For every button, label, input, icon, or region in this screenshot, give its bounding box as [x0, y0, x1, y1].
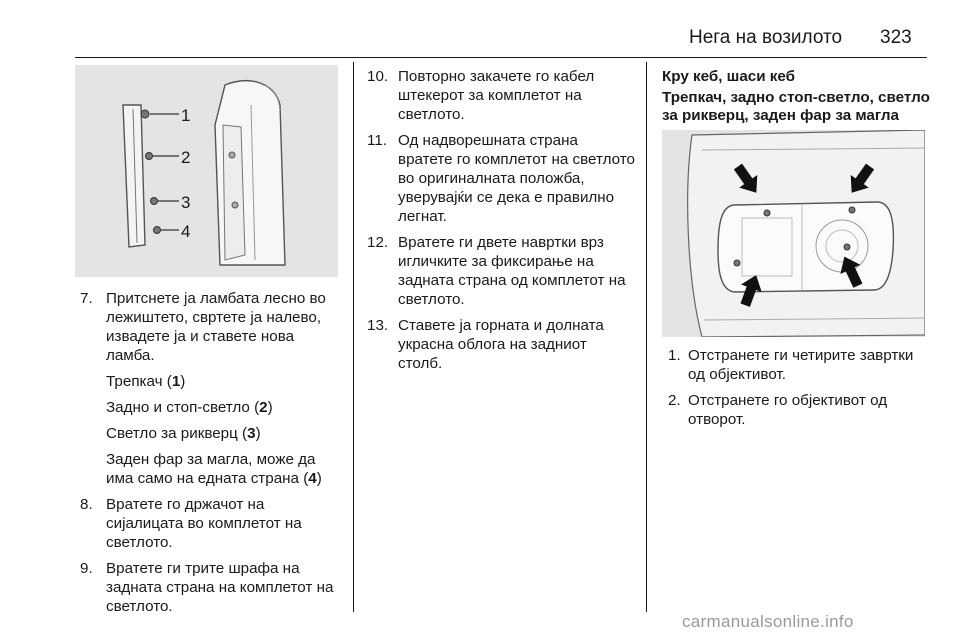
bulb-1-icon	[141, 110, 149, 118]
lens-screws-drawing	[662, 130, 925, 337]
step-text: Од надворешната страна вратете го комплетот на светлото во оригиналната положба, уверувајќи се дека е правилно легнат.	[398, 132, 635, 225]
figure-label-4: 4	[181, 222, 191, 241]
watermark: carmanualsonline.info	[682, 612, 854, 631]
step-text: Отстранете ги четирите завртки од објективот.	[688, 347, 914, 383]
list-item	[367, 67, 635, 124]
figure-label-3: 3	[181, 193, 191, 212]
step-text: Вратете го држачот на сијалицата во комплетот на светлото.	[106, 496, 302, 551]
sub-item-reverse: Светло за рикверц (3)	[106, 425, 261, 442]
list-item	[80, 495, 342, 552]
sub-item-fog: Заден фар за магла, може да има само на едната страна (4)	[106, 451, 322, 487]
list-item	[668, 391, 932, 429]
bulb-4-icon	[154, 227, 161, 234]
step-number: 11.	[367, 132, 387, 149]
list-item	[367, 316, 635, 373]
page-number: 323	[880, 27, 912, 48]
step-text: Отстранете го објективот од отворот.	[688, 392, 888, 428]
screw-icon	[764, 210, 770, 216]
step-text: Притснете ја ламбата лесно во лежиштето, свртете ја налево, извадете ја и ставете нова ламба.	[106, 290, 326, 364]
middle-step-list	[367, 67, 635, 380]
screw-icon	[849, 207, 855, 213]
bulb-3-icon	[151, 198, 158, 205]
screw-icon	[844, 244, 850, 250]
sub-item-turn-signal: Трепкач (1)	[106, 373, 186, 390]
step-number: 7.	[80, 290, 93, 307]
right-step-list	[668, 346, 932, 436]
list-item	[668, 346, 932, 384]
column-divider-left	[353, 62, 354, 612]
list-item	[80, 559, 342, 616]
step-number: 8.	[80, 496, 93, 513]
step-number: 2.	[668, 392, 681, 409]
step-number: 13.	[367, 317, 389, 334]
screw-icon	[734, 260, 740, 266]
tail-lamp-drawing	[75, 65, 338, 277]
column-divider-right	[646, 62, 647, 612]
figure-label-2: 2	[181, 148, 191, 167]
bulb-2-icon	[146, 153, 153, 160]
subsection-heading: Трепкач, задно стоп-светло, светло за рикверц, заден фар за магла	[662, 89, 930, 124]
step-number: 9.	[80, 560, 93, 577]
figure-label-1: 1	[181, 106, 191, 125]
step-number: 10.	[367, 68, 389, 85]
step-number: 1.	[668, 347, 681, 364]
page-header-title: Нега на возилото	[689, 27, 843, 48]
header-rule	[75, 57, 927, 58]
list-item	[367, 131, 635, 226]
step-text: Вратете ги трите шрафа на задната страна на комплетот на светлото.	[106, 560, 334, 615]
step-number: 12.	[367, 234, 389, 251]
step-text: Вратете ги двете навртки врз игличките за фиксирање на задната страна од комплетот на светлото.	[398, 234, 626, 308]
step-text: Повторно закачете го кабел штекерот за комплетот на светлото.	[398, 68, 595, 123]
sub-item-tail-brake: Задно и стоп-светло (2)	[106, 399, 273, 416]
step-text: Ставете ја горната и долната украсна облога на задниот столб.	[398, 317, 604, 372]
list-item	[80, 289, 342, 488]
tail-lamp-bulb-figure	[75, 65, 338, 277]
left-step-list	[80, 289, 342, 623]
section-heading: Кру кеб, шаси кеб	[662, 68, 796, 85]
list-item	[367, 233, 635, 309]
lens-screws-figure	[662, 130, 925, 337]
